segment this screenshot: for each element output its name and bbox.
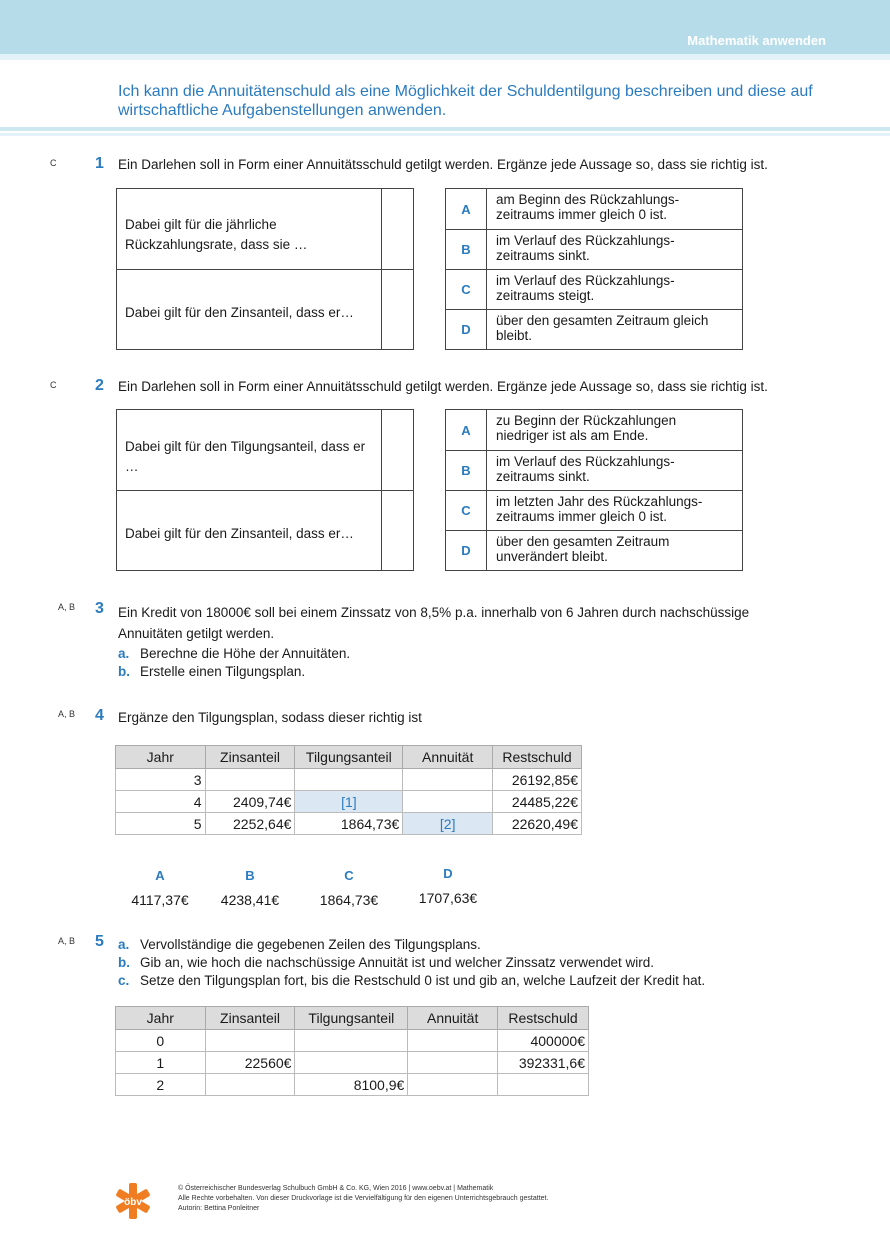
table-cell: 400000€	[498, 1030, 589, 1052]
rights-line: Alle Rechte vorbehalten. Von dieser Druckvorlage ist die Vervielfältigung für den eigenen Unterrichtsgebrauch gestattet.	[178, 1195, 549, 1202]
table-cell: 8100,9€	[295, 1074, 408, 1096]
sub-letter: a.	[118, 937, 130, 952]
task1-text: Ein Darlehen soll in Form einer Annuitätsschuld getilgt werden. Ergänze jede Aussage so, dass sie richtig ist.	[118, 157, 768, 172]
task5-sub-c	[118, 973, 705, 988]
table-cell[interactable]	[498, 1074, 589, 1096]
gap-2-cell[interactable]: [2]	[403, 813, 493, 835]
table-header: Annuität	[403, 746, 493, 769]
option-text: über den gesamten Zeitraum gleich bleibt.	[496, 313, 709, 343]
gap-1-cell[interactable]: [1]	[295, 791, 403, 813]
table-header: Restschuld	[493, 746, 582, 769]
table-cell: 1	[116, 1052, 206, 1074]
task1-option[interactable]	[446, 229, 742, 269]
option-letter: C	[344, 868, 354, 883]
table-cell[interactable]	[205, 769, 295, 791]
table-header: Jahr	[116, 1007, 206, 1030]
table-cell: 24485,22€	[493, 791, 582, 813]
option-letter: B	[446, 230, 487, 269]
table-row	[116, 769, 582, 791]
table-cell[interactable]	[295, 769, 403, 791]
task4-level: A, B	[58, 709, 76, 719]
sub-letter: c.	[118, 973, 130, 988]
task4-option[interactable]	[115, 868, 205, 908]
sub-text: Setze den Tilgungsplan fort, bis die Restschuld 0 ist und gib an, welche Laufzeit der Kredit hat.	[140, 973, 706, 988]
table-cell[interactable]	[205, 1030, 295, 1052]
table-cell: 26192,85€	[493, 769, 582, 791]
task2-number: 2	[95, 377, 104, 394]
task1-statement: Dabei gilt für den Zinsanteil, dass er…	[125, 305, 354, 320]
table-cell[interactable]	[408, 1074, 498, 1096]
task2-option[interactable]	[446, 530, 742, 570]
task2-statement-row	[117, 410, 413, 491]
table-row	[116, 1052, 589, 1074]
option-letter: D	[446, 531, 487, 570]
table-cell: 0	[116, 1030, 206, 1052]
task5-sub-b	[118, 955, 654, 970]
task5-table	[115, 1006, 589, 1096]
table-cell[interactable]	[295, 1030, 408, 1052]
option-text: am Beginn des Rückzahlungs-zeitraums immer gleich 0 ist.	[496, 192, 680, 222]
task3-sub-b	[118, 664, 305, 679]
divider	[0, 133, 890, 136]
task2-statement: Dabei gilt für den Zinsanteil, dass er…	[125, 526, 354, 541]
option-text: im letzten Jahr des Rückzahlungs-zeitraums immer gleich 0 ist.	[496, 494, 703, 524]
option-value: 1864,73€	[319, 892, 379, 908]
copyright-line: © Österreichischer Bundesverlag Schulbuch GmbH & Co. KG, Wien 2016 | www.oebv.at | Mathematik	[178, 1185, 494, 1192]
task1-statement: Dabei gilt für die jährliche Rückzahlungsrate, dass sie …	[125, 217, 308, 252]
divider	[0, 127, 890, 131]
table-cell[interactable]	[403, 769, 493, 791]
task1-answer-box[interactable]	[381, 270, 413, 350]
author-line: Autorin: Bettina Ponleitner	[178, 1205, 260, 1212]
option-letter: D	[443, 866, 453, 881]
option-letter: C	[446, 491, 487, 530]
sub-text: Vervollständige die gegebenen Zeilen des Tilgungsplans.	[140, 937, 481, 952]
task3-number: 3	[95, 600, 104, 617]
task2-option[interactable]	[446, 450, 742, 490]
task2-option[interactable]	[446, 410, 742, 450]
table-cell[interactable]	[403, 791, 493, 813]
table-cell[interactable]	[295, 1052, 408, 1074]
header-band-light	[0, 54, 890, 60]
task5-number: 5	[95, 933, 104, 950]
task1-statement-row	[117, 270, 413, 350]
task1-option[interactable]	[446, 309, 742, 349]
task2-level: C	[50, 380, 57, 390]
task4-number: 4	[95, 707, 104, 724]
table-row	[116, 1074, 589, 1096]
task1-option[interactable]	[446, 269, 742, 309]
table-cell: 4	[116, 791, 206, 813]
table-row	[116, 813, 582, 835]
option-text: im Verlauf des Rückzahlungs-zeitraums steigt.	[496, 273, 675, 303]
sub-text: Berechne die Höhe der Annuitäten.	[140, 646, 351, 661]
table-header-row	[116, 746, 582, 769]
task3-sub-a	[118, 646, 350, 661]
task4-text: Ergänze den Tilgungsplan, sodass dieser richtig ist	[118, 710, 422, 725]
table-header: Annuität	[408, 1007, 498, 1030]
sub-letter: b.	[118, 664, 130, 679]
task2-answer-box[interactable]	[381, 410, 413, 490]
footer	[178, 1184, 548, 1214]
task2-statement: Dabei gilt für den Tilgungsanteil, dass er …	[125, 439, 366, 474]
table-cell: 5	[116, 813, 206, 835]
option-letter: D	[446, 310, 487, 349]
table-header: Tilgungsanteil	[295, 1007, 408, 1030]
table-cell: 22620,49€	[493, 813, 582, 835]
table-cell[interactable]	[408, 1052, 498, 1074]
option-letter: A	[155, 868, 165, 883]
learning-goal: Ich kann die Annuitätenschuld als eine Möglichkeit der Schuldentilgung beschreiben und diese auf wirtschaftliche Aufgabenstellungen anwenden.	[118, 83, 813, 119]
task5-level: A, B	[58, 936, 76, 946]
table-cell: 1864,73€	[295, 813, 403, 835]
table-cell: 2252,64€	[205, 813, 295, 835]
oebv-logo-icon	[114, 1182, 152, 1220]
option-text: im Verlauf des Rückzahlungs-zeitraums sinkt.	[496, 233, 675, 263]
sub-letter: a.	[118, 646, 130, 661]
table-header: Restschuld	[498, 1007, 589, 1030]
option-value: 1707,63€	[418, 890, 478, 906]
logo-text: öbv	[124, 1197, 142, 1208]
task2-statements-box	[116, 409, 414, 571]
table-cell[interactable]	[205, 1074, 295, 1096]
table-header: Zinsanteil	[205, 746, 295, 769]
option-value: 4117,37€	[131, 892, 189, 908]
option-text: zu Beginn der Rückzahlungen niedriger ist als am Ende.	[496, 413, 677, 443]
task4-table	[115, 745, 582, 835]
task2-options-box	[445, 409, 743, 571]
table-cell[interactable]	[408, 1030, 498, 1052]
task2-statement-row	[117, 491, 413, 571]
task1-number: 1	[95, 155, 104, 172]
table-cell: 3	[116, 769, 206, 791]
task1-answer-box[interactable]	[381, 189, 413, 269]
task2-text: Ein Darlehen soll in Form einer Annuitätsschuld getilgt werden. Ergänze jede Aussage so, dass sie richtig ist.	[118, 379, 768, 394]
sub-letter: b.	[118, 955, 130, 970]
table-header-row	[116, 1007, 589, 1030]
option-letter: C	[446, 270, 487, 309]
table-cell: 2	[116, 1074, 206, 1096]
task4-option[interactable]	[304, 868, 394, 908]
table-row	[116, 1030, 589, 1052]
task4-option[interactable]	[403, 866, 493, 906]
option-letter: A	[446, 410, 487, 450]
table-header: Tilgungsanteil	[295, 746, 403, 769]
task3-text: Ein Kredit von 18000€ soll bei einem Zinssatz von 8,5% p.a. innerhalb von 6 Jahren durch nachschüssige Annuitäten getilgt werden.	[118, 605, 750, 641]
task2-option[interactable]	[446, 490, 742, 530]
table-header: Zinsanteil	[205, 1007, 295, 1030]
task1-options-box	[445, 188, 743, 350]
task1-statement-row	[117, 189, 413, 270]
option-letter: B	[446, 451, 487, 490]
table-row	[116, 791, 582, 813]
task2-answer-box[interactable]	[381, 491, 413, 571]
table-cell: 2409,74€	[205, 791, 295, 813]
task5-sub-a	[118, 937, 481, 952]
option-text: über den gesamten Zeitraum unverändert bleibt.	[496, 534, 670, 564]
option-letter: B	[245, 868, 255, 883]
table-cell: 392331,6€	[498, 1052, 589, 1074]
header-title: Mathematik anwenden	[687, 33, 826, 48]
sub-text: Erstelle einen Tilgungsplan.	[140, 664, 306, 679]
option-value: 4238,41€	[220, 892, 280, 908]
table-header: Jahr	[116, 746, 206, 769]
task3-level: A, B	[58, 602, 76, 612]
task4-option[interactable]	[205, 868, 295, 908]
option-text: im Verlauf des Rückzahlungs-zeitraums sinkt.	[496, 454, 675, 484]
sub-text: Gib an, wie hoch die nachschüssige Annuität ist und welcher Zinssatz verwendet wird.	[140, 955, 655, 970]
option-letter: A	[446, 189, 487, 229]
task1-option[interactable]	[446, 189, 742, 229]
table-cell: 22560€	[205, 1052, 295, 1074]
task1-level: C	[50, 158, 57, 168]
task1-statements-box	[116, 188, 414, 350]
